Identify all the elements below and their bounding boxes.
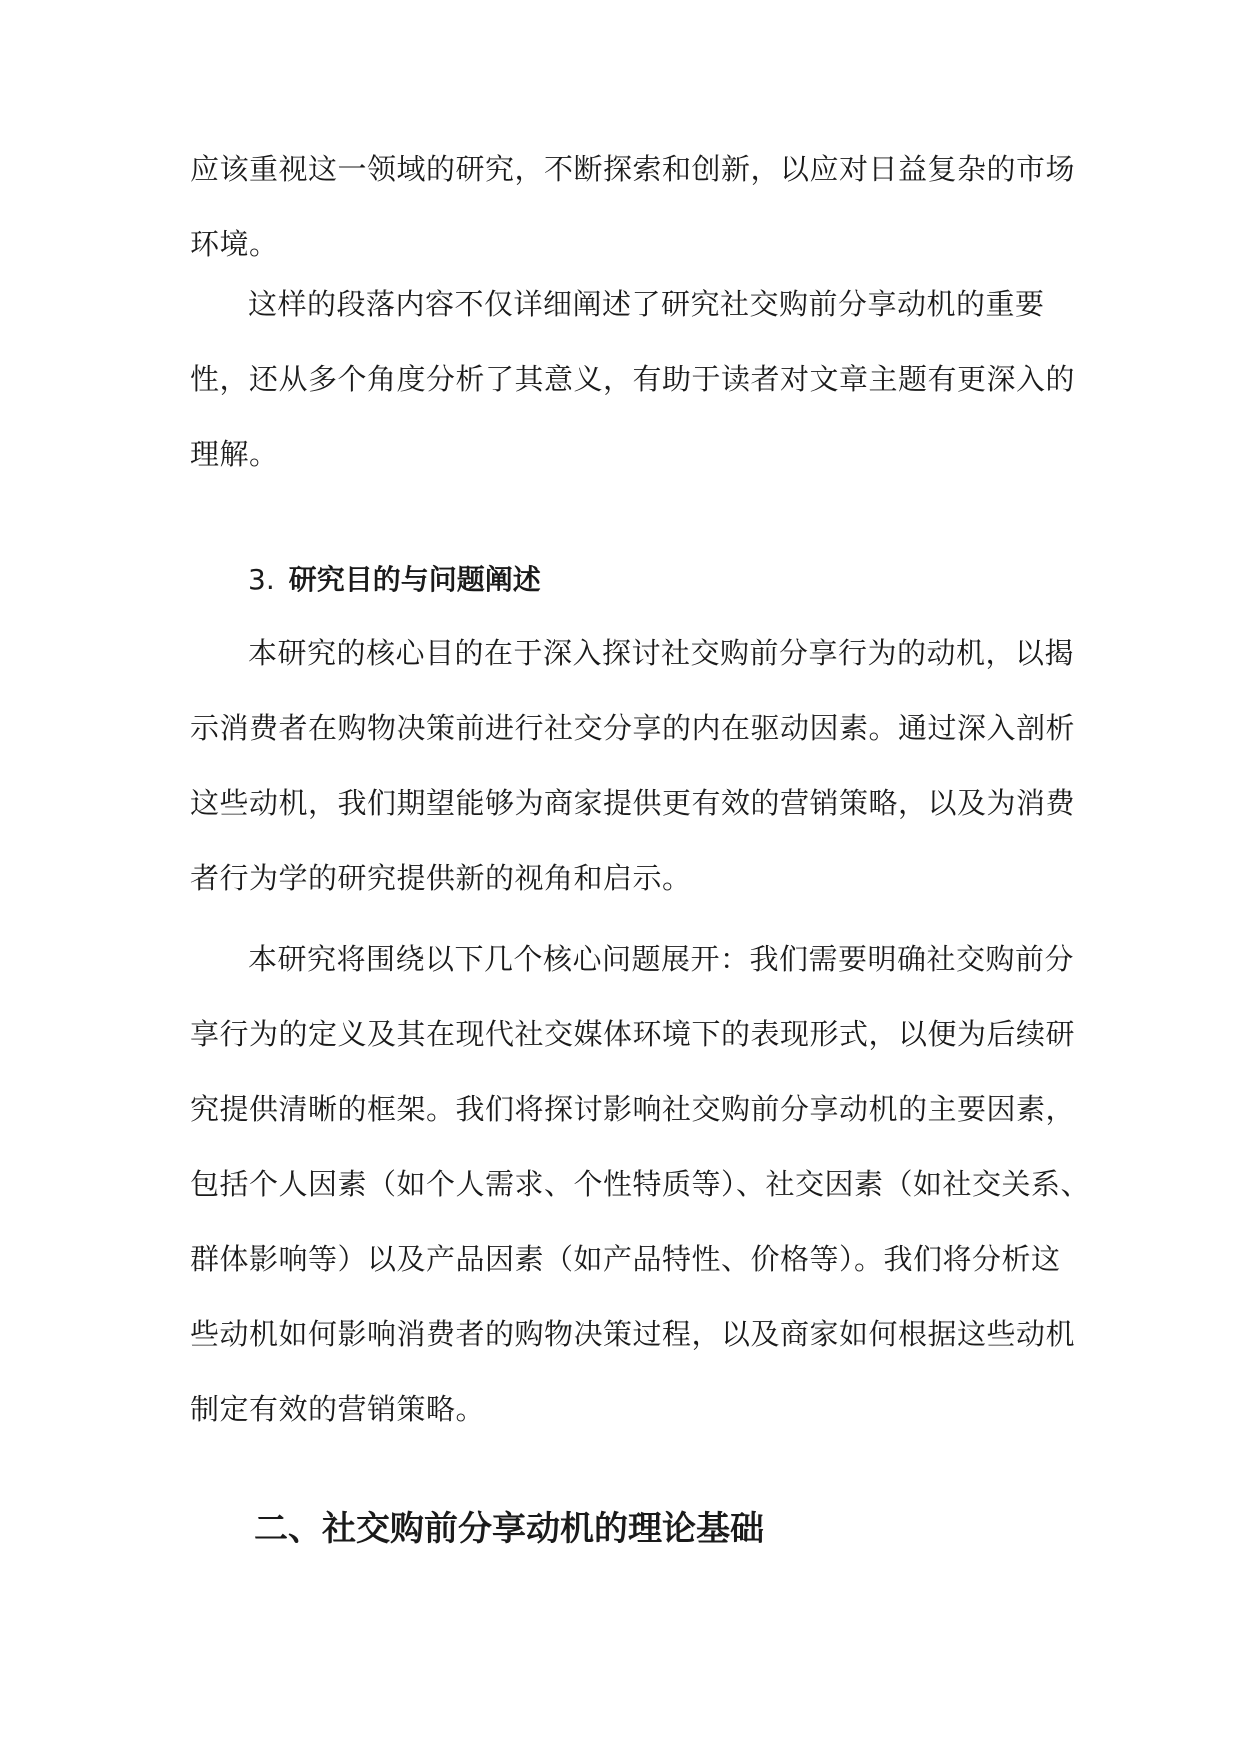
paragraph-continuation [190, 132, 1076, 282]
paragraph-line: 群体影响等）以及产品因素（如产品特性、价格等）。我们将分析这 [190, 1242, 1061, 1276]
paragraph-line: 制定有效的营销策略。 [190, 1392, 486, 1426]
paragraph-line: 本研究的核心目的在于深入探讨社交购前分享行为的动机，以揭 [248, 636, 1075, 670]
paragraph-line: 者行为学的研究提供新的视角和启示。 [190, 861, 692, 895]
paragraph-line: 些动机如何影响消费者的购物决策过程，以及商家如何根据这些动机 [190, 1317, 1076, 1351]
section-number: 3. [248, 563, 275, 596]
paragraph-line: 环境。 [190, 227, 279, 261]
paragraph-line: 示消费者在购物决策前进行社交分享的内在驱动因素。通过深入剖析 [190, 711, 1076, 745]
paragraph-line: 包括个人因素（如个人需求、个性特质等）、社交因素（如社交关系、 [190, 1167, 1091, 1201]
section-title: 研究目的与问题阐述 [288, 563, 541, 596]
paragraph-line: 理解。 [190, 437, 279, 471]
paragraph-research-purpose [190, 616, 1076, 916]
paragraph-line: 本研究将围绕以下几个核心问题展开：我们需要明确社交购前分 [248, 942, 1075, 976]
paragraph-line: 享行为的定义及其在现代社交媒体环境下的表现形式，以便为后续研 [190, 1017, 1076, 1051]
chapter-heading-2: 二、社交购前分享动机的理论基础 [254, 1509, 764, 1549]
section-heading-3 [248, 560, 541, 600]
paragraph-research-questions [190, 922, 1091, 1447]
paragraph-line: 这些动机，我们期望能够为商家提供更有效的营销策略，以及为消费 [190, 786, 1076, 820]
paragraph-line: 应该重视这一领域的研究，不断探索和创新，以应对日益复杂的市场 [190, 152, 1076, 186]
paragraph-line: 性，还从多个角度分析了其意义，有助于读者对文章主题有更深入的 [190, 362, 1076, 396]
paragraph-significance-summary [190, 267, 1076, 492]
paragraph-line: 究提供清晰的框架。我们将探讨影响社交购前分享动机的主要因素， [190, 1092, 1076, 1126]
paragraph-line: 这样的段落内容不仅详细阐述了研究社交购前分享动机的重要 [248, 287, 1045, 321]
